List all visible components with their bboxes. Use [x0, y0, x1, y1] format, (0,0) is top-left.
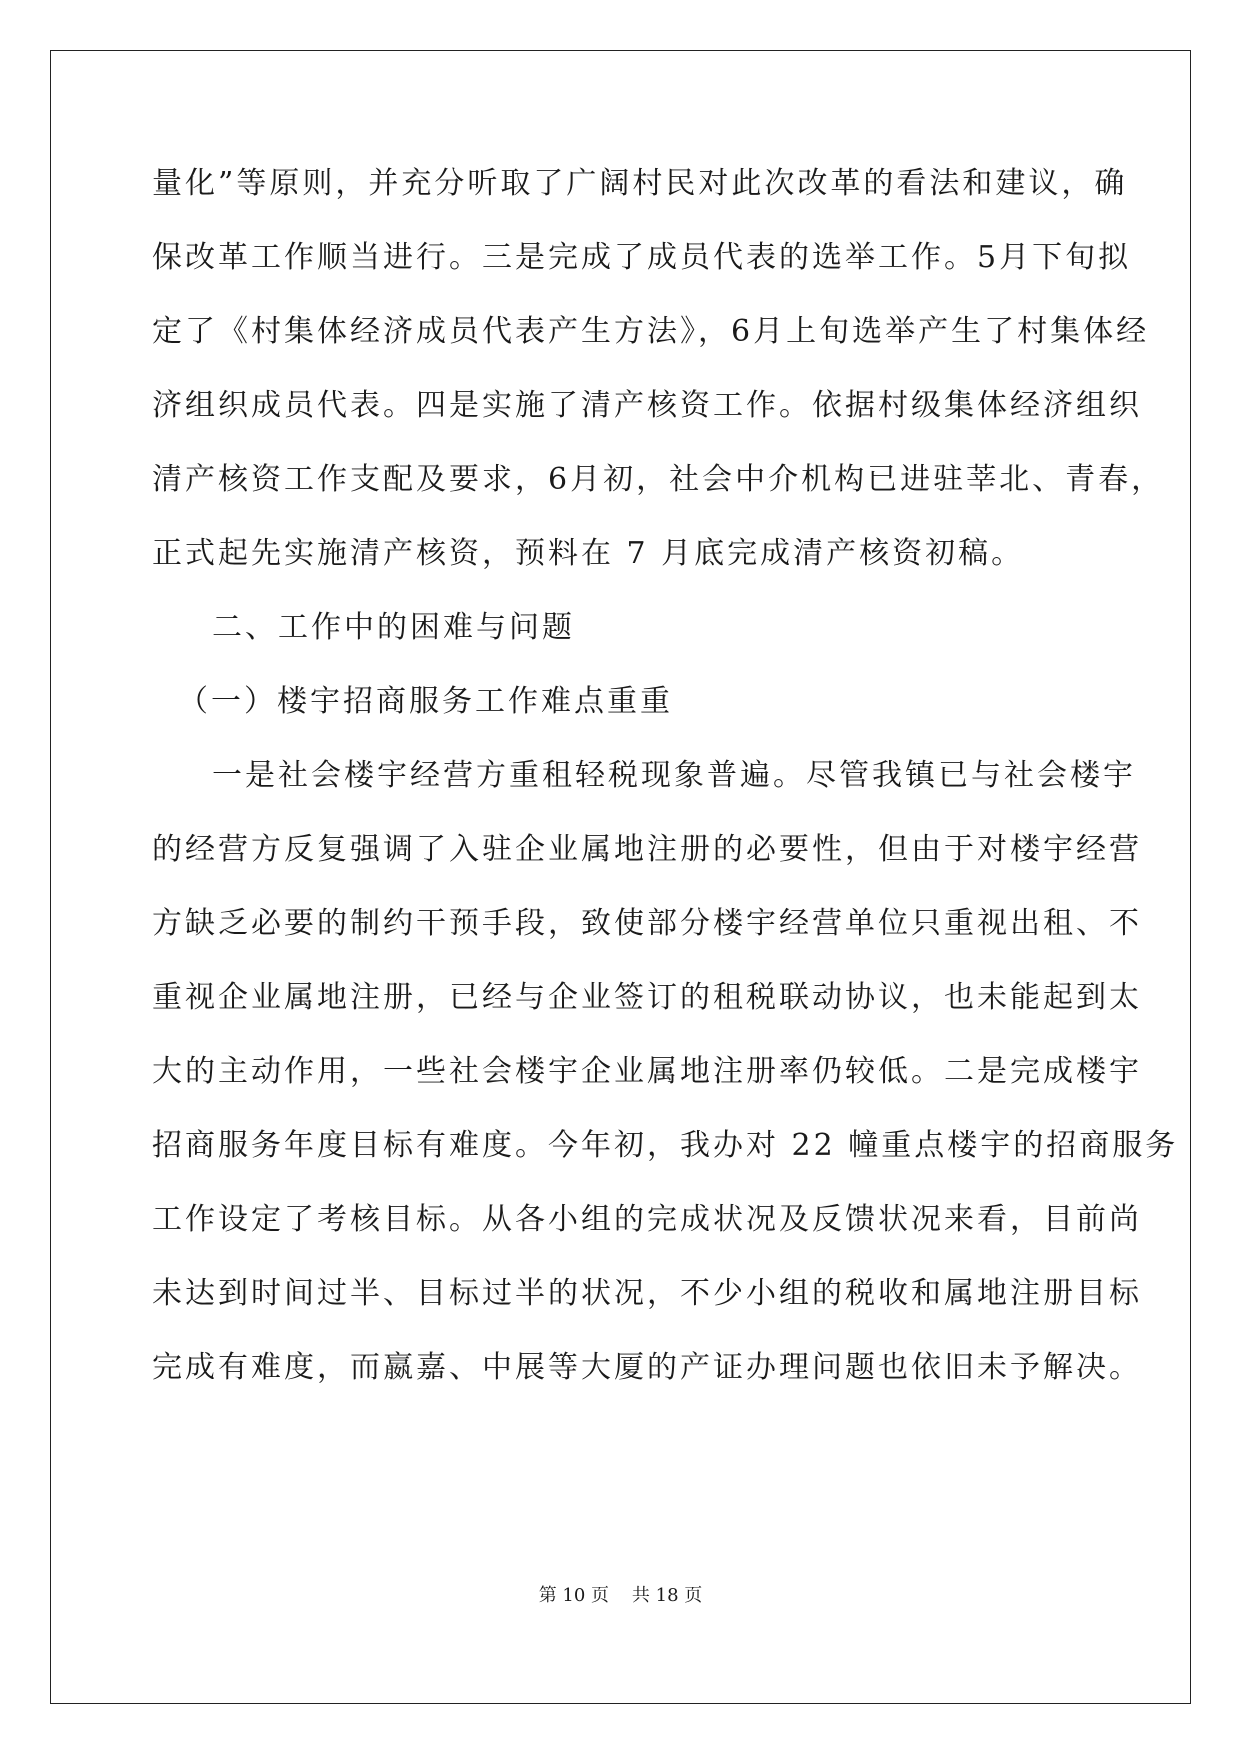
body-line-3: 定了《村集体经济成员代表产生方法》，6月上旬选举产生了村集体经 [152, 314, 1150, 349]
body-line-10: 的经营方反复强调了入驻企业属地注册的必要性，但由于对楼宇经营 [152, 832, 1142, 867]
page-number-footer: 第 10 页 共 18 页 [538, 1585, 703, 1606]
body-line-4: 济组织成员代表。四是实施了清产核资工作。依据村级集体经济组织 [152, 388, 1142, 423]
body-line-15: 工作设定了考核目标。从各小组的完成状况及反馈状况来看，目前尚 [152, 1202, 1142, 1237]
page-border [50, 50, 1191, 1704]
section-heading: 二、工作中的困难与问题 [212, 610, 575, 645]
body-line-14: 招商服务年度目标有难度。今年初，我办对 22 幢重点楼宇的招商服务 [152, 1128, 1179, 1163]
body-line-1: 量化”等原则，并充分听取了广阔村民对此次改革的看法和建议，确 [152, 166, 1128, 201]
body-line-17: 完成有难度，而嬴嘉、中展等大厦的产证办理问题也依旧未予解决。 [152, 1350, 1142, 1385]
body-line-2: 保改革工作顺当进行。三是完成了成员代表的选举工作。5月下旬拟 [152, 240, 1132, 275]
body-line-16: 未达到时间过半、目标过半的状况，不少小组的税收和属地注册目标 [152, 1276, 1142, 1311]
body-line-12: 重视企业属地注册，已经与企业签订的租税联动协议，也未能起到太 [152, 980, 1142, 1015]
body-line-6: 正式起先实施清产核资，预料在 7 月底完成清产核资初稿。 [152, 536, 1025, 571]
body-line-13: 大的主动作用，一些社会楼宇企业属地注册率仍较低。二是完成楼宇 [152, 1054, 1142, 1089]
body-line-11: 方缺乏必要的制约干预手段，致使部分楼宇经营单位只重视出租、不 [152, 906, 1142, 941]
body-line-5: 清产核资工作支配及要求，6月初，社会中介机构已进驻莘北、青春， [152, 462, 1165, 497]
subsection-heading: （一）楼宇招商服务工作难点重重 [178, 684, 673, 719]
body-line-9: 一是社会楼宇经营方重租轻税现象普遍。尽管我镇已与社会楼宇 [212, 758, 1136, 793]
